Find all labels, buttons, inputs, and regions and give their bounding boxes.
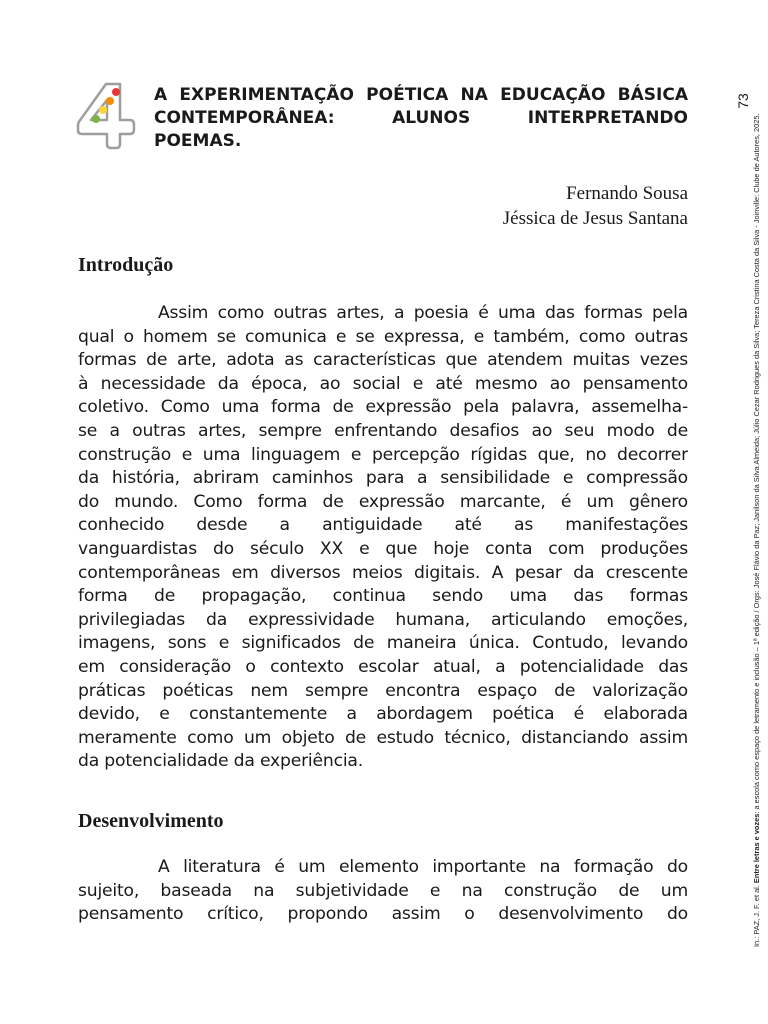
text-line: pensamento crítico, propondo assim o desenvolvimento do [78,904,688,925]
development-paragraph [78,856,688,927]
yellow-light-dot [99,106,107,114]
red-light-dot [112,88,120,96]
text-line: do mundo. Como forma de expressão marcante, é um gênero [78,491,688,512]
text-line: construção e uma linguagem e percepção rígidas que, no decorrer [78,444,688,465]
text-line: à necessidade da época, ao social e até mesmo ao pensamento [78,373,688,394]
text-line: Assim como outras artes, a poesia é uma das formas pela [158,303,688,323]
text-line: sujeito, baseada na subjetividade e na construção de um [78,880,688,901]
text-line: da história, abriram caminhos para a sensibilidade e compressão [78,468,688,489]
chapter-number-logo [76,80,136,152]
text-line: imagens, sons e significados de maneira única. Contudo, levando [78,633,688,654]
text-line: em consideração o contexto escolar atual, a potencialidade das [78,656,688,677]
title-line: A EXPERIMENTAÇÃO POÉTICA NA EDUCAÇÃO BÁSICA [154,85,688,105]
text-line: vanguardistas do século XX e que hoje conta com produções [78,538,688,559]
text-line: conhecido desde a antiguidade até as manifestações [78,515,688,536]
author-name: Jéssica de Jesus Santana [502,208,688,229]
text-line: práticas poéticas nem sempre encontra espaço de valorização [78,680,688,701]
text-line: A literatura é um elemento importante na formação do [158,857,688,877]
author-name: Fernando Sousa [566,183,688,204]
section-heading-development: Desenvolvimento [78,810,224,832]
text-line: contemporâneas em diversos meios digitais. A pesar da crescente [78,562,688,583]
text-line: se a outras artes, sempre enfrentando desafios ao seu modo de [78,420,688,441]
text-line: devido, e constantemente a abordagem poética é elaborada [78,704,688,725]
citation-details: : a escola como espaço de letramento e inclusão – 1ª edição / Orgs: José Flávio da Paz; Janilson da Silva Almeida; Júlio Cezar Rodrigues da Silva; Tereza Cristina Costa da Silva - Joinville: Clube de Autores, 2025. [752,113,761,814]
citation-sidenote [752,113,761,947]
title-line: CONTEMPORÂNEA: ALUNOS INTERPRETANDO [154,108,688,128]
orange-light-dot [106,97,114,105]
chapter-title [154,84,688,153]
section-heading-intro: Introdução [78,254,174,276]
intro-paragraph [78,302,688,774]
page-number: 73 [735,93,751,109]
title-line: POEMAS. [154,131,242,151]
text-line: forma de propagação, continua sendo uma das formas [78,586,688,607]
citation-book-title: Entre letras e vozes [752,813,761,884]
text-line: coletivo. Como uma forma de expressão pela palavra, assemelha- [78,397,688,418]
green-light-dot [92,115,100,123]
text-line: da potencialidade da experiência. [78,751,363,772]
text-line: formas de arte, adota as características que atendem muitas vezes [78,350,688,371]
text-line: qual o homem se comunica e se expressa, e também, como outras [78,326,688,347]
authors [503,181,688,231]
number-four-traffic-light-icon [76,80,136,152]
citation-prefix: In.: PAZ, J. F. et al. [752,883,761,947]
text-line: meramente como um objeto de estudo técnico, distanciando assim [78,727,688,748]
text-line: privilegiadas da expressividade humana, articulando emoções, [78,609,688,630]
